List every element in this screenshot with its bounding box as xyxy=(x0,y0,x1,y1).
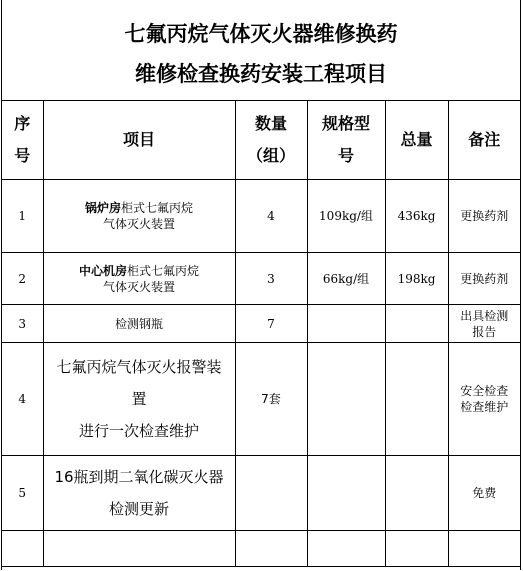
row-seq: 4 xyxy=(2,343,43,456)
header-spec-line-1: 规格型 xyxy=(321,114,370,133)
row-spec xyxy=(307,305,385,343)
row-item xyxy=(43,456,235,531)
header-seq-line-1: 序 xyxy=(14,114,31,133)
row-remark-line-1: 出具检测 xyxy=(460,308,509,323)
row-item-line-3: 进行一次检查维护 xyxy=(78,422,199,440)
empty-cell xyxy=(235,531,307,567)
row-item-type: 柜式七氟丙烷 xyxy=(121,201,194,215)
row-seq: 1 xyxy=(2,180,43,253)
row-item-type: 柜式七氟丙烷 xyxy=(127,263,200,278)
table-row-empty xyxy=(2,531,520,567)
header-qty xyxy=(235,101,307,180)
project-table xyxy=(2,100,520,567)
table-row xyxy=(2,343,520,456)
empty-cell xyxy=(2,531,43,567)
header-seq xyxy=(2,101,43,180)
row-spec: 66kg/组 xyxy=(307,253,385,305)
table-row xyxy=(2,305,520,343)
empty-cell xyxy=(385,531,448,567)
document-page xyxy=(1,0,521,570)
row-item-line-2: 气体灭火装置 xyxy=(102,279,175,294)
row-total: 198kg xyxy=(385,253,448,305)
row-seq: 3 xyxy=(2,305,43,343)
row-remark: 更换药剂 xyxy=(448,180,520,253)
empty-cell xyxy=(448,531,520,567)
header-total: 总量 xyxy=(385,101,448,180)
header-qty-line-2: （组） xyxy=(246,146,295,165)
row-seq: 5 xyxy=(2,456,43,531)
document-title-line-1: 七氟丙烷气体灭火器维修换药 xyxy=(124,21,398,46)
row-spec xyxy=(307,456,385,531)
table-row xyxy=(2,456,520,531)
row-item xyxy=(43,343,235,456)
empty-cell xyxy=(43,531,235,567)
row-item-line-2: 检测更新 xyxy=(108,500,169,518)
row-remark xyxy=(448,305,520,343)
row-item-line-1 xyxy=(44,200,235,216)
header-seq-line-2: 号 xyxy=(14,146,31,165)
row-total xyxy=(385,456,448,531)
row-item-line-2: 气体灭火装置 xyxy=(102,217,175,231)
header-spec xyxy=(307,101,385,180)
header-spec-line-2: 号 xyxy=(337,146,354,165)
document-title-line-2: 维修检查换药安装工程项目 xyxy=(135,61,387,86)
row-item: 检测钢瓶 xyxy=(43,305,235,343)
row-qty xyxy=(235,456,307,531)
row-item-line-2: 置 xyxy=(131,390,147,408)
row-item xyxy=(43,180,235,253)
row-qty: 4 xyxy=(235,180,307,253)
row-remark-line-1: 安全检查 xyxy=(460,384,509,398)
header-qty-line-1: 数量 xyxy=(254,114,287,133)
row-item-line-1: 七氟丙烷气体灭火报警装 xyxy=(56,358,222,376)
empty-cell xyxy=(307,531,385,567)
table-row xyxy=(2,180,520,253)
row-remark-line-2: 检查维护 xyxy=(460,400,509,414)
row-remark xyxy=(448,343,520,456)
row-item-line-1 xyxy=(44,263,235,279)
row-spec xyxy=(307,343,385,456)
header-remark: 备注 xyxy=(448,101,520,180)
row-remark: 免费 xyxy=(448,456,520,531)
row-item-line-1: 16瓶到期二氧化碳灭火器 xyxy=(54,468,224,486)
row-qty: 7套 xyxy=(235,343,307,456)
row-seq: 2 xyxy=(2,253,43,305)
row-item-location: 锅炉房 xyxy=(84,201,121,215)
row-total xyxy=(385,343,448,456)
row-qty: 7 xyxy=(235,305,307,343)
row-qty: 3 xyxy=(235,253,307,305)
table-row xyxy=(2,253,520,305)
header-item: 项目 xyxy=(43,101,235,180)
row-total: 436kg xyxy=(385,180,448,253)
row-remark: 更换药剂 xyxy=(448,253,520,305)
table-header-row xyxy=(2,101,520,180)
row-remark-line-2: 报告 xyxy=(472,324,497,339)
row-total xyxy=(385,305,448,343)
row-item-location: 中心机房 xyxy=(78,263,127,278)
row-item xyxy=(43,253,235,305)
row-spec: 109kg/组 xyxy=(307,180,385,253)
